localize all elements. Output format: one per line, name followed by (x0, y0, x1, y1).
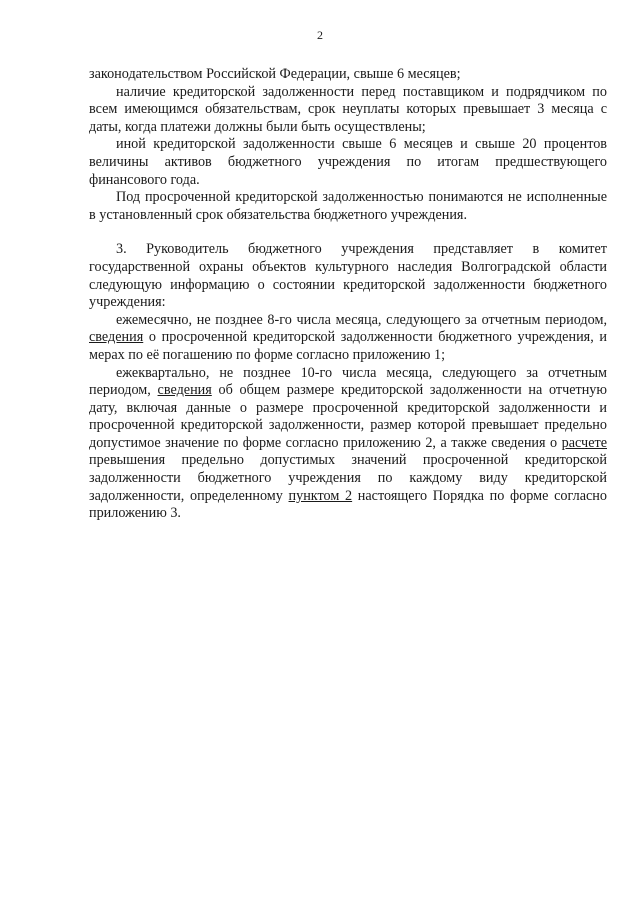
monthly-info-link[interactable]: сведения (89, 329, 144, 346)
paragraph-quarterly (89, 365, 607, 523)
paragraph-supplier-debt: наличие кредиторской задолженности перед поставщиком и подрядчиком по всем имеющимся обязательствам, срок неуплаты которых превышает 3 месяца с даты, когда платежи должны были быть осуществлены; (89, 83, 607, 135)
paragraph-legislation: законодательством Российской Федерации, свыше 6 месяцев; (89, 66, 461, 82)
paragraph-section-3: 3. Руководитель бюджетного учреждения представляет в комитет государственной охраны объектов культурного наследия Волгоградской области следующую информацию о состоянии кредиторской задолженности бюджетного учреждения: (89, 241, 607, 311)
document-body (89, 66, 607, 523)
quarterly-info-link[interactable]: сведения (157, 382, 212, 399)
page-number: 2 (317, 28, 323, 42)
quarterly-text-middle-2: превышения предельно допустимых значений просроченной кредиторской задолженности бюджетного учреждения по каждому виду кредиторской задолженности, определенному (89, 452, 607, 504)
monthly-text-after: о просроченной кредиторской задолженности бюджетного учреждения, и мерах по её погашению по форме согласно приложению 1; (89, 329, 607, 363)
paragraph-other-debt: иной кредиторской задолженности свыше 6 месяцев и свыше 20 процентов величины активов бюджетного учреждения по итогам предшествующего финансового года. (89, 136, 607, 188)
quarterly-text-middle-1: об общем размере кредиторской задолженности на отчетную дату, включая данные о размере просроченной кредиторской задолженности и просроченной кредиторской задолженности, размер которой превышает предельно допустимое значение по форме согласно приложению 2, а также сведения о (89, 382, 608, 451)
quarterly-text-after: настоящего Порядка по форме согласно приложению 3. (89, 487, 607, 522)
paragraph-monthly (89, 312, 607, 365)
quarterly-text-before: ежеквартально, не позднее 10-го числа месяца, следующего за отчетным периодом, (89, 364, 607, 399)
clause-2-link[interactable]: пунктом 2 (288, 487, 353, 504)
monthly-text-before: ежемесячно, не позднее 8-го числа месяца, следующего за отчетным периодом, (116, 311, 607, 328)
calculation-link[interactable]: расчете (561, 434, 607, 451)
paragraph-overdue-definition: Под просроченной кредиторской задолженностью понимаются не исполненные в установленный срок обязательства бюджетного учреждения. (89, 189, 607, 223)
